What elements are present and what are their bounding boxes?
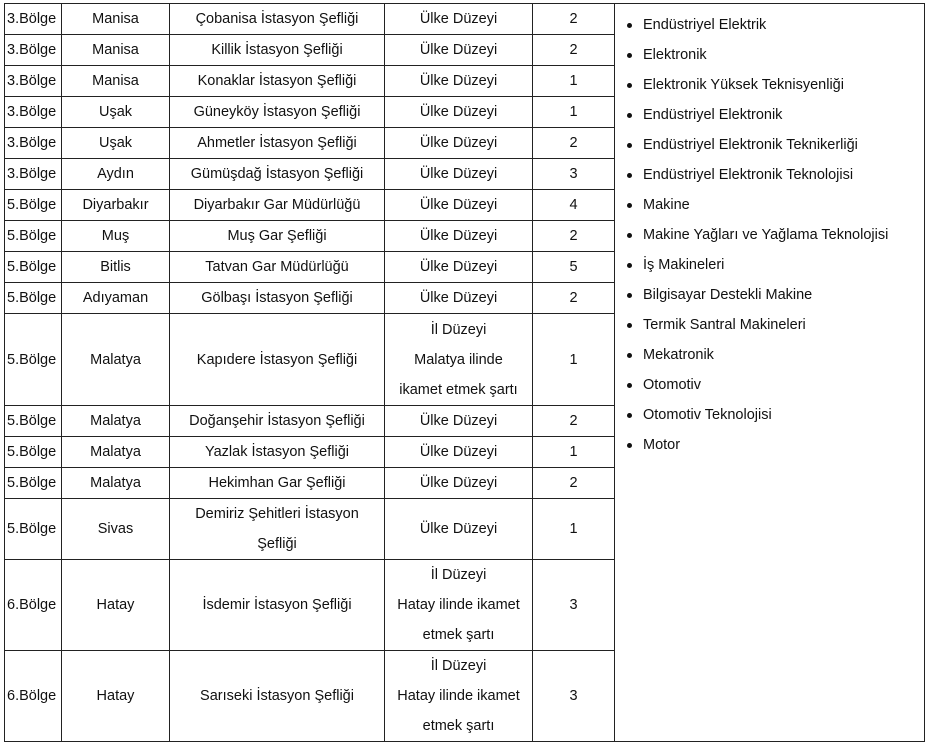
level-line: etmek şartı xyxy=(422,627,495,643)
count-cell: 2 xyxy=(533,35,615,66)
level-cell xyxy=(385,159,533,190)
level-cell xyxy=(385,283,533,314)
workplace-cell: Gölbaşı İstasyon Şefliği xyxy=(170,283,385,314)
province-cell: Malatya xyxy=(62,406,170,437)
list-item: İş Makineleri xyxy=(625,250,920,280)
level-line: ikamet etmek şartı xyxy=(399,381,518,398)
region-cell: 5.Bölge xyxy=(5,221,62,252)
level-cell xyxy=(385,468,533,499)
level-line: Ülke Düzeyi xyxy=(419,290,498,306)
count-cell: 1 xyxy=(533,437,615,468)
workplace-cell: Gümüşdağ İstasyon Şefliği xyxy=(170,159,385,190)
province-cell: Aydın xyxy=(62,159,170,190)
level-cell xyxy=(385,406,533,437)
region-cell: 5.Bölge xyxy=(5,314,62,406)
level-cell xyxy=(385,560,533,651)
qualifications-cell xyxy=(615,4,925,742)
level-line: Ülke Düzeyi xyxy=(419,444,498,460)
level-cell xyxy=(385,221,533,252)
list-item: Endüstriyel Elektronik Teknolojisi xyxy=(625,160,920,190)
province-cell: Malatya xyxy=(62,468,170,499)
level-cell xyxy=(385,4,533,35)
list-item: Otomotiv Teknolojisi xyxy=(625,400,920,430)
level-line: Ülke Düzeyi xyxy=(419,197,498,213)
count-cell: 2 xyxy=(533,128,615,159)
region-cell: 5.Bölge xyxy=(5,468,62,499)
workplace-cell: Yazlak İstasyon Şefliği xyxy=(170,437,385,468)
workplace-line: Şefliği xyxy=(257,536,297,552)
count-cell: 1 xyxy=(533,97,615,128)
workplace-cell: Konaklar İstasyon Şefliği xyxy=(170,66,385,97)
list-item: Makine Yağları ve Yağlama Teknolojisi xyxy=(625,220,920,250)
count-cell: 2 xyxy=(533,406,615,437)
region-cell: 3.Bölge xyxy=(5,97,62,128)
region-cell: 5.Bölge xyxy=(5,499,62,560)
level-cell xyxy=(385,252,533,283)
count-cell: 2 xyxy=(533,221,615,252)
province-cell: Uşak xyxy=(62,97,170,128)
region-cell: 6.Bölge xyxy=(5,651,62,742)
workplace-cell: Tatvan Gar Müdürlüğü xyxy=(170,252,385,283)
count-cell: 1 xyxy=(533,314,615,406)
level-line: Ülke Düzeyi xyxy=(419,73,498,89)
list-item: Otomotiv xyxy=(625,370,920,400)
workplace-cell: Ahmetler İstasyon Şefliği xyxy=(170,128,385,159)
workplace-cell: Sarıseki İstasyon Şefliği xyxy=(170,651,385,742)
count-cell: 5 xyxy=(533,252,615,283)
workplace-cell: Killik İstasyon Şefliği xyxy=(170,35,385,66)
count-cell: 2 xyxy=(533,283,615,314)
province-cell: Hatay xyxy=(62,651,170,742)
count-cell: 3 xyxy=(533,651,615,742)
level-line: Ülke Düzeyi xyxy=(419,166,498,182)
table-row xyxy=(5,4,925,35)
level-line: İl Düzeyi xyxy=(430,321,487,338)
province-cell: Muş xyxy=(62,221,170,252)
region-cell: 5.Bölge xyxy=(5,406,62,437)
province-cell: Manisa xyxy=(62,35,170,66)
region-cell: 5.Bölge xyxy=(5,190,62,221)
region-cell: 3.Bölge xyxy=(5,159,62,190)
province-cell: Adıyaman xyxy=(62,283,170,314)
workplace-cell: Güneyköy İstasyon Şefliği xyxy=(170,97,385,128)
level-line: Ülke Düzeyi xyxy=(419,521,498,537)
count-cell: 2 xyxy=(533,4,615,35)
job-placement-table xyxy=(4,3,925,742)
region-cell: 3.Bölge xyxy=(5,128,62,159)
workplace-cell: Doğanşehir İstasyon Şefliği xyxy=(170,406,385,437)
level-line: İl Düzeyi xyxy=(430,658,487,674)
province-cell: Malatya xyxy=(62,314,170,406)
count-cell: 1 xyxy=(533,499,615,560)
list-item: Endüstriyel Elektrik xyxy=(625,10,920,40)
workplace-cell: Muş Gar Şefliği xyxy=(170,221,385,252)
region-cell: 3.Bölge xyxy=(5,66,62,97)
workplace-cell xyxy=(170,499,385,560)
level-cell xyxy=(385,35,533,66)
level-line: Hatay ilinde ikamet xyxy=(397,688,520,704)
list-item: Endüstriyel Elektronik Teknikerliği xyxy=(625,130,920,160)
level-cell xyxy=(385,314,533,406)
region-cell: 5.Bölge xyxy=(5,283,62,314)
province-cell: Sivas xyxy=(62,499,170,560)
count-cell: 2 xyxy=(533,468,615,499)
workplace-cell: İsdemir İstasyon Şefliği xyxy=(170,560,385,651)
count-cell: 1 xyxy=(533,66,615,97)
workplace-line: Demiriz Şehitleri İstasyon xyxy=(195,506,359,522)
level-line: Malatya ilinde xyxy=(414,351,503,368)
region-cell: 6.Bölge xyxy=(5,560,62,651)
level-line: Hatay ilinde ikamet xyxy=(397,597,520,613)
list-item: Makine xyxy=(625,190,920,220)
workplace-cell: Kapıdere İstasyon Şefliği xyxy=(170,314,385,406)
count-cell: 3 xyxy=(533,159,615,190)
workplace-cell: Çobanisa İstasyon Şefliği xyxy=(170,4,385,35)
list-item: Elektronik Yüksek Teknisyenliği xyxy=(625,70,920,100)
level-line: Ülke Düzeyi xyxy=(419,228,498,244)
level-line: İl Düzeyi xyxy=(430,567,487,583)
level-line: Ülke Düzeyi xyxy=(419,475,498,491)
province-cell: Manisa xyxy=(62,4,170,35)
level-line: Ülke Düzeyi xyxy=(419,11,498,27)
level-line: Ülke Düzeyi xyxy=(419,104,498,120)
level-line: Ülke Düzeyi xyxy=(419,413,498,429)
region-cell: 5.Bölge xyxy=(5,252,62,283)
level-cell xyxy=(385,499,533,560)
province-cell: Manisa xyxy=(62,66,170,97)
qualifications-list xyxy=(625,10,920,460)
list-item: Elektronik xyxy=(625,40,920,70)
level-cell xyxy=(385,97,533,128)
region-cell: 3.Bölge xyxy=(5,4,62,35)
province-cell: Uşak xyxy=(62,128,170,159)
table-body xyxy=(5,4,925,742)
province-cell: Bitlis xyxy=(62,252,170,283)
level-cell xyxy=(385,190,533,221)
level-line: Ülke Düzeyi xyxy=(419,42,498,58)
province-cell: Malatya xyxy=(62,437,170,468)
workplace-cell: Diyarbakır Gar Müdürlüğü xyxy=(170,190,385,221)
level-cell xyxy=(385,66,533,97)
level-line: Ülke Düzeyi xyxy=(419,135,498,151)
list-item: Motor xyxy=(625,430,920,460)
list-item: Bilgisayar Destekli Makine xyxy=(625,280,920,310)
count-cell: 4 xyxy=(533,190,615,221)
region-cell: 5.Bölge xyxy=(5,437,62,468)
list-item: Endüstriyel Elektronik xyxy=(625,100,920,130)
province-cell: Hatay xyxy=(62,560,170,651)
list-item: Mekatronik xyxy=(625,340,920,370)
level-cell xyxy=(385,651,533,742)
level-cell xyxy=(385,128,533,159)
level-line: Ülke Düzeyi xyxy=(419,259,498,275)
level-line: etmek şartı xyxy=(422,718,495,734)
workplace-cell: Hekimhan Gar Şefliği xyxy=(170,468,385,499)
list-item: Termik Santral Makineleri xyxy=(625,310,920,340)
level-cell xyxy=(385,437,533,468)
count-cell: 3 xyxy=(533,560,615,651)
province-cell: Diyarbakır xyxy=(62,190,170,221)
region-cell: 3.Bölge xyxy=(5,35,62,66)
